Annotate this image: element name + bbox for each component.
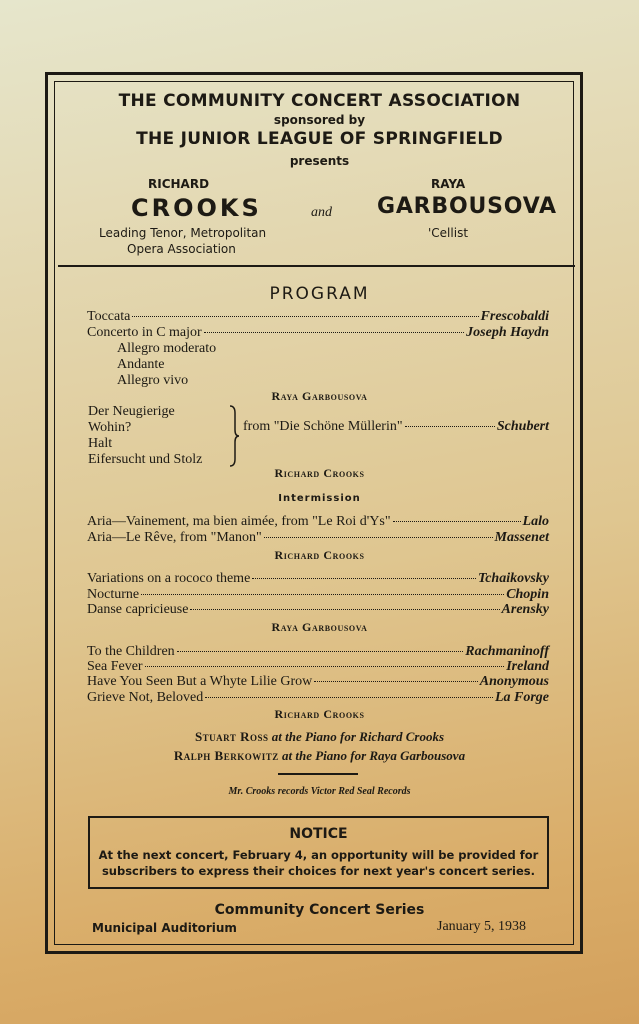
program-row: Aria—Le Rêve, from "Manon" Massenet <box>87 530 549 545</box>
program-row: Variations on a rococo theme Tchaikovsky <box>87 571 549 586</box>
artist-right-desc: 'Cellist <box>428 226 469 240</box>
movement: Allegro moderato <box>117 341 217 356</box>
artist-left-first: RICHARD <box>148 177 210 191</box>
performer-label: Richard Crooks <box>274 548 365 562</box>
sponsored-by: sponsored by <box>273 113 366 127</box>
records-note: Mr. Crooks records Victor Red Seal Records <box>228 786 411 797</box>
song-title: Wohin? <box>88 420 132 435</box>
song-title: Der Neugierige <box>88 404 175 419</box>
artist-right-first: RAYA <box>431 177 466 191</box>
notice-line2: subscribers to express their choices for next year's concert series. <box>101 864 536 878</box>
header-divider <box>58 265 575 267</box>
artist-left-last: CROOKS <box>131 194 262 222</box>
program-row: Grieve Not, Beloved La Forge <box>87 690 549 705</box>
program-row: Concerto in C major Joseph Haydn <box>87 325 549 340</box>
series-title: Community Concert Series <box>214 902 425 918</box>
concert-date: January 5, 1938 <box>437 919 527 934</box>
league-title: THE JUNIOR LEAGUE OF SPRINGFIELD <box>136 129 503 149</box>
program-row: Sea Fever Ireland <box>87 659 549 674</box>
song-title: Eifersucht und Stolz <box>88 452 203 467</box>
performer-label: Richard Crooks <box>274 707 365 721</box>
program-row: Toccata Frescobaldi <box>87 309 549 324</box>
brace-icon <box>228 405 240 467</box>
artist-right-last: GARBOUSOVA <box>377 194 557 219</box>
pianist-line: Ralph Berkowitz at the Piano for Raya Garbousova <box>173 748 466 763</box>
artist-left-desc2: Opera Association <box>127 242 236 256</box>
movement: Andante <box>117 357 165 372</box>
notice-box <box>88 816 549 889</box>
notice-line1: At the next concert, February 4, an opportunity will be provided for <box>98 848 539 862</box>
performer-label: Raya Garbousova <box>271 389 368 403</box>
movement: Allegro vivo <box>117 373 189 388</box>
program-row: To the Children Rachmaninoff <box>87 644 549 659</box>
notice-title: NOTICE <box>289 826 348 842</box>
association-title: THE COMMUNITY CONCERT ASSOCIATION <box>118 91 521 111</box>
short-rule <box>278 773 358 775</box>
song-title: Halt <box>88 436 113 451</box>
intermission: Intermission <box>278 493 361 504</box>
and-text: and <box>311 205 332 220</box>
performer-label: Richard Crooks <box>274 466 365 480</box>
artist-left-desc1: Leading Tenor, Metropolitan <box>99 226 267 240</box>
venue: Municipal Auditorium <box>92 921 237 935</box>
program-row: Aria—Vainement, ma bien aimée, from "Le Roi d'Ys" Lalo <box>87 514 549 529</box>
program-row: Nocturne Chopin <box>87 587 549 602</box>
program-row: from "Die Schöne Müllerin" Schubert <box>243 419 549 434</box>
program-title: PROGRAM <box>269 284 370 304</box>
program-row: Have You Seen But a Whyte Lilie Grow Anonymous <box>87 674 549 689</box>
presents: presents <box>289 154 350 168</box>
program-row: Danse capricieuse Arensky <box>87 602 549 617</box>
performer-label: Raya Garbousova <box>271 620 368 634</box>
pianist-line: Stuart Ross at the Piano for Richard Crooks <box>194 729 445 744</box>
